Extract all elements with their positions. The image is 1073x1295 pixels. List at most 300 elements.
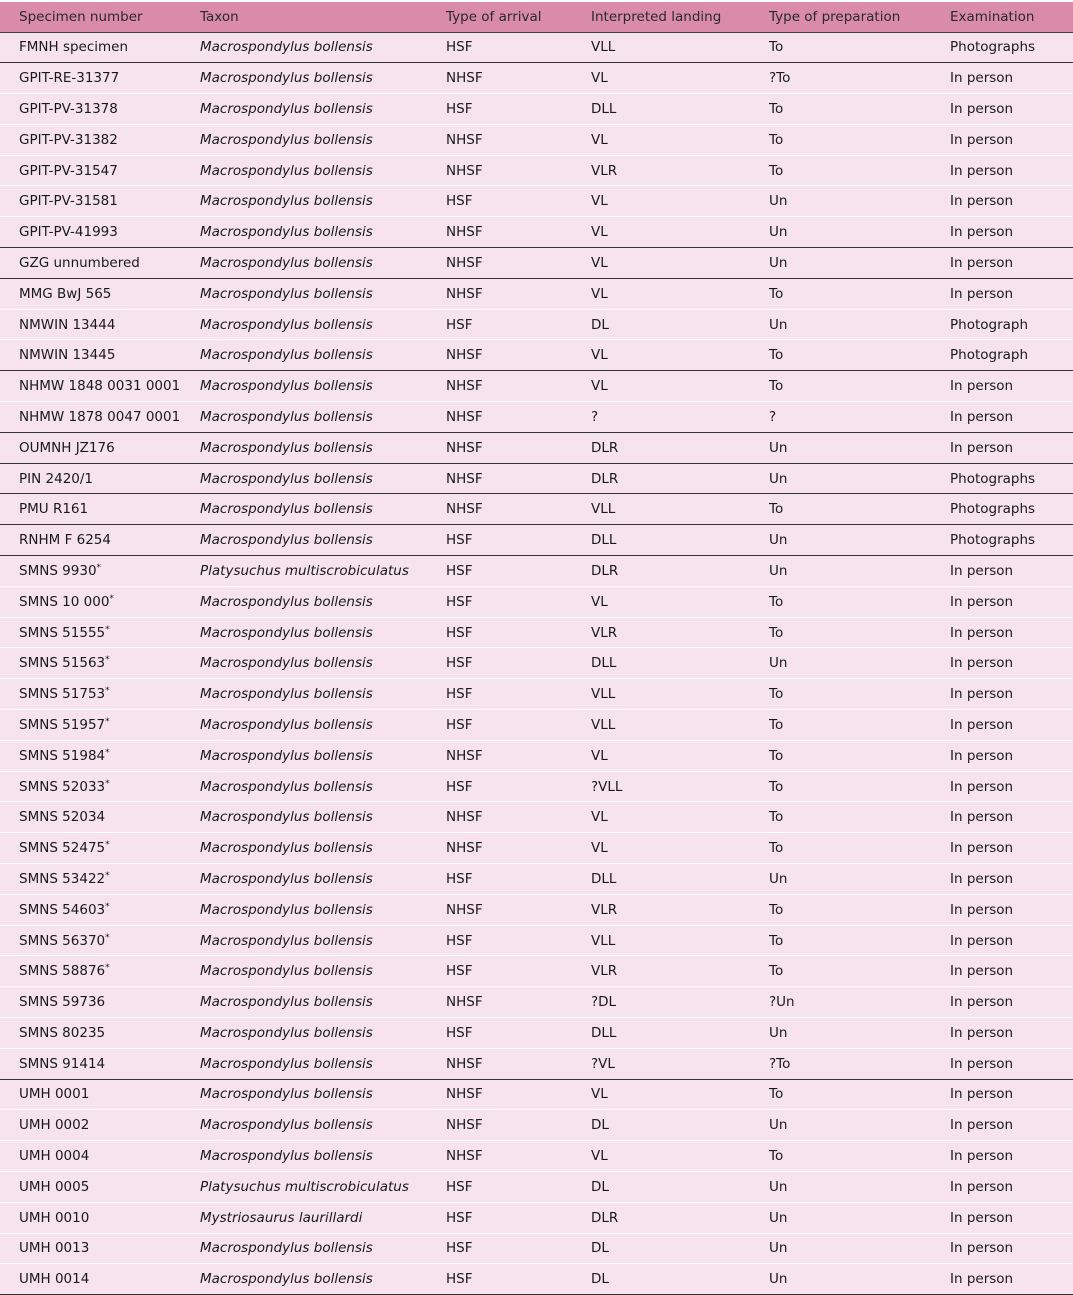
arrival-type-cell-text: HSF	[446, 1271, 473, 1288]
specimen-number-cell-text: SMNS 58876	[19, 963, 106, 980]
interpreted-landing-cell	[591, 278, 769, 309]
preparation-type-cell-text: To	[769, 932, 784, 949]
specimen-number-cell	[0, 710, 200, 741]
interpreted-landing-cell-text: ?VL	[591, 1055, 615, 1072]
taxon-cell	[200, 155, 446, 186]
preparation-type-cell	[769, 802, 950, 833]
examination-cell-text: In person	[950, 686, 1014, 703]
arrival-type-cell	[446, 710, 591, 741]
preparation-type-cell-text: To	[769, 624, 784, 641]
arrival-type-cell	[446, 771, 591, 802]
interpreted-landing-cell-text: ?DL	[591, 994, 617, 1011]
taxon-cell	[200, 771, 446, 802]
interpreted-landing-cell	[591, 155, 769, 186]
interpreted-landing-cell	[591, 124, 769, 155]
header-examination: Examination	[950, 2, 1073, 32]
taxon-cell-text: Macrospondylus bollensis	[200, 532, 373, 549]
specimen-number-cell	[0, 1171, 200, 1202]
preparation-type-cell-text: Un	[769, 1117, 788, 1134]
taxon-cell-text: Macrospondylus bollensis	[200, 901, 373, 918]
examination-cell-text: In person	[950, 224, 1014, 241]
table-body	[0, 32, 1073, 1295]
table-row	[0, 32, 1073, 63]
arrival-type-cell-text: NHSF	[446, 809, 483, 826]
specimen-number-cell-text: GPIT-PV-31581	[19, 193, 118, 210]
preparation-type-cell-text: Un	[769, 224, 788, 241]
interpreted-landing-cell	[591, 371, 769, 402]
examination-cell-text: Photographs	[950, 532, 1036, 549]
preparation-type-cell	[769, 525, 950, 556]
taxon-cell-text: Macrospondylus bollensis	[200, 778, 373, 795]
examination-cell	[950, 864, 1073, 895]
table-row	[0, 648, 1073, 679]
arrival-type-cell-text: HSF	[446, 932, 473, 949]
interpreted-landing-cell	[591, 402, 769, 433]
examination-cell	[950, 1079, 1073, 1110]
arrival-type-cell-text: HSF	[446, 39, 473, 56]
specimen-number-cell-text: NMWIN 13445	[19, 347, 116, 364]
arrival-type-cell-text: NHSF	[446, 224, 483, 241]
taxon-cell-text: Macrospondylus bollensis	[200, 655, 373, 672]
table-row	[0, 1018, 1073, 1049]
specimen-number-cell-text: SMNS 91414	[19, 1055, 106, 1072]
preparation-type-cell-text: To	[769, 778, 784, 795]
preparation-type-cell-text: To	[769, 378, 784, 395]
interpreted-landing-cell-text: DL	[591, 1178, 609, 1195]
header-type-of-arrival: Type of arrival	[446, 2, 591, 32]
interpreted-landing-cell-text: VL	[591, 378, 608, 395]
examination-cell-text: In person	[950, 408, 1014, 425]
interpreted-landing-cell-text: VLL	[591, 39, 616, 56]
taxon-cell-text: Macrospondylus bollensis	[200, 624, 373, 641]
table-row	[0, 710, 1073, 741]
specimen-number-cell-text: GZG unnumbered	[19, 254, 140, 271]
interpreted-landing-cell	[591, 617, 769, 648]
taxon-cell	[200, 278, 446, 309]
specimen-number-cell-text: SMNS 51563	[19, 655, 106, 672]
footnote-asterisk: *	[105, 870, 110, 881]
taxon-cell	[200, 402, 446, 433]
arrival-type-cell-text: NHSF	[446, 840, 483, 857]
examination-cell	[950, 586, 1073, 617]
table-row	[0, 124, 1073, 155]
taxon-cell-text: Macrospondylus bollensis	[200, 70, 373, 87]
preparation-type-cell-text: To	[769, 716, 784, 733]
specimen-number-cell	[0, 987, 200, 1018]
interpreted-landing-cell	[591, 32, 769, 63]
taxon-cell	[200, 679, 446, 710]
arrival-type-cell-text: HSF	[446, 593, 473, 610]
taxon-cell	[200, 1171, 446, 1202]
arrival-type-cell-text: NHSF	[446, 994, 483, 1011]
examination-cell	[950, 987, 1073, 1018]
table-row	[0, 309, 1073, 340]
footnote-asterisk: *	[105, 778, 110, 789]
arrival-type-cell	[446, 340, 591, 371]
specimen-number-cell	[0, 586, 200, 617]
arrival-type-cell	[446, 586, 591, 617]
taxon-cell	[200, 340, 446, 371]
interpreted-landing-cell-text: DL	[591, 1240, 609, 1257]
table-row	[0, 894, 1073, 925]
specimen-number-cell-text: SMNS 9930	[19, 562, 97, 579]
preparation-type-cell	[769, 494, 950, 525]
specimen-number-cell	[0, 124, 200, 155]
preparation-type-cell	[769, 586, 950, 617]
taxon-cell-text: Macrospondylus bollensis	[200, 870, 373, 887]
preparation-type-cell-text: To	[769, 1086, 784, 1103]
examination-cell	[950, 679, 1073, 710]
preparation-type-cell-text: To	[769, 840, 784, 857]
preparation-type-cell	[769, 648, 950, 679]
table-row	[0, 217, 1073, 248]
taxon-cell-text: Platysuchus multiscrobiculatus	[200, 1178, 409, 1195]
table-row	[0, 186, 1073, 217]
arrival-type-cell	[446, 494, 591, 525]
arrival-type-cell-text: HSF	[446, 1240, 473, 1257]
taxon-cell-text: Macrospondylus bollensis	[200, 224, 373, 241]
specimen-number-cell	[0, 894, 200, 925]
arrival-type-cell-text: HSF	[446, 100, 473, 117]
interpreted-landing-cell	[591, 186, 769, 217]
specimen-table	[0, 2, 1073, 1295]
examination-cell-text: In person	[950, 932, 1014, 949]
taxon-cell-text: Macrospondylus bollensis	[200, 994, 373, 1011]
table-row	[0, 1202, 1073, 1233]
specimen-number-cell-text: NHMW 1848 0031 0001	[19, 378, 181, 395]
taxon-cell	[200, 124, 446, 155]
arrival-type-cell	[446, 802, 591, 833]
interpreted-landing-cell-text: VL	[591, 254, 608, 271]
examination-cell-text: In person	[950, 1271, 1014, 1288]
examination-cell	[950, 648, 1073, 679]
examination-cell-text: Photographs	[950, 470, 1036, 487]
taxon-cell	[200, 494, 446, 525]
examination-cell-text: In person	[950, 562, 1014, 579]
preparation-type-cell	[769, 556, 950, 587]
table-row	[0, 463, 1073, 494]
arrival-type-cell	[446, 740, 591, 771]
examination-cell-text: In person	[950, 1117, 1014, 1134]
taxon-cell	[200, 987, 446, 1018]
interpreted-landing-cell-text: VL	[591, 193, 608, 210]
arrival-type-cell-text: HSF	[446, 562, 473, 579]
interpreted-landing-cell-text: VLR	[591, 963, 618, 980]
specimen-number-cell-text: UMH 0010	[19, 1209, 90, 1226]
examination-cell	[950, 525, 1073, 556]
arrival-type-cell	[446, 1264, 591, 1295]
table-row	[0, 864, 1073, 895]
preparation-type-cell-text: To	[769, 39, 784, 56]
interpreted-landing-cell-text: VL	[591, 347, 608, 364]
interpreted-landing-cell	[591, 833, 769, 864]
footnote-asterisk: *	[105, 840, 110, 851]
preparation-type-cell	[769, 987, 950, 1018]
arrival-type-cell-text: NHSF	[446, 1086, 483, 1103]
specimen-number-cell-text: UMH 0004	[19, 1148, 90, 1165]
examination-cell-text: In person	[950, 1148, 1014, 1165]
preparation-type-cell	[769, 463, 950, 494]
table-header	[0, 2, 1073, 32]
arrival-type-cell	[446, 371, 591, 402]
interpreted-landing-cell	[591, 987, 769, 1018]
interpreted-landing-cell	[591, 494, 769, 525]
footnote-asterisk: *	[109, 593, 114, 604]
specimen-number-cell	[0, 63, 200, 94]
preparation-type-cell	[769, 1141, 950, 1172]
specimen-number-cell	[0, 1264, 200, 1295]
preparation-type-cell-text: Un	[769, 316, 788, 333]
preparation-type-cell	[769, 155, 950, 186]
interpreted-landing-cell	[591, 309, 769, 340]
preparation-type-cell	[769, 1202, 950, 1233]
arrival-type-cell-text: NHSF	[446, 378, 483, 395]
table-row	[0, 771, 1073, 802]
table-row	[0, 925, 1073, 956]
arrival-type-cell-text: NHSF	[446, 285, 483, 302]
examination-cell-text: In person	[950, 254, 1014, 271]
examination-cell-text: In person	[950, 994, 1014, 1011]
table-row	[0, 1141, 1073, 1172]
preparation-type-cell-text: Un	[769, 1240, 788, 1257]
specimen-number-cell	[0, 802, 200, 833]
arrival-type-cell-text: HSF	[446, 1209, 473, 1226]
examination-cell	[950, 1171, 1073, 1202]
examination-cell	[950, 1018, 1073, 1049]
table-row	[0, 679, 1073, 710]
taxon-cell-text: Macrospondylus bollensis	[200, 747, 373, 764]
arrival-type-cell	[446, 556, 591, 587]
examination-cell	[950, 1141, 1073, 1172]
table-row	[0, 833, 1073, 864]
interpreted-landing-cell-text: DLL	[591, 100, 617, 117]
arrival-type-cell-text: HSF	[446, 963, 473, 980]
table-row	[0, 802, 1073, 833]
taxon-cell	[200, 432, 446, 463]
specimen-number-cell-text: SMNS 54603	[19, 901, 106, 918]
specimen-number-cell	[0, 1110, 200, 1141]
arrival-type-cell	[446, 925, 591, 956]
interpreted-landing-cell	[591, 463, 769, 494]
specimen-number-cell	[0, 32, 200, 63]
examination-cell	[950, 32, 1073, 63]
taxon-cell	[200, 63, 446, 94]
preparation-type-cell	[769, 925, 950, 956]
interpreted-landing-cell	[591, 894, 769, 925]
arrival-type-cell-text: NHSF	[446, 131, 483, 148]
preparation-type-cell	[769, 1171, 950, 1202]
interpreted-landing-cell-text: VLR	[591, 162, 618, 179]
examination-cell	[950, 63, 1073, 94]
preparation-type-cell	[769, 186, 950, 217]
taxon-cell-text: Macrospondylus bollensis	[200, 470, 373, 487]
interpreted-landing-cell-text: VL	[591, 224, 608, 241]
specimen-number-cell-text: UMH 0005	[19, 1178, 90, 1195]
examination-cell	[950, 894, 1073, 925]
examination-cell-text: In person	[950, 901, 1014, 918]
arrival-type-cell-text: HSF	[446, 870, 473, 887]
specimen-number-cell	[0, 864, 200, 895]
preparation-type-cell	[769, 771, 950, 802]
arrival-type-cell-text: NHSF	[446, 162, 483, 179]
taxon-cell	[200, 710, 446, 741]
interpreted-landing-cell-text: VL	[591, 593, 608, 610]
arrival-type-cell-text: NHSF	[446, 1055, 483, 1072]
arrival-type-cell-text: HSF	[446, 1178, 473, 1195]
taxon-cell	[200, 1048, 446, 1079]
preparation-type-cell	[769, 894, 950, 925]
arrival-type-cell	[446, 833, 591, 864]
taxon-cell	[200, 1264, 446, 1295]
taxon-cell	[200, 371, 446, 402]
examination-cell-text: In person	[950, 624, 1014, 641]
preparation-type-cell-text: To	[769, 686, 784, 703]
examination-cell	[950, 1110, 1073, 1141]
preparation-type-cell-text: To	[769, 131, 784, 148]
preparation-type-cell	[769, 278, 950, 309]
interpreted-landing-cell-text: DL	[591, 316, 609, 333]
preparation-type-cell	[769, 740, 950, 771]
examination-cell	[950, 833, 1073, 864]
examination-cell	[950, 340, 1073, 371]
interpreted-landing-cell	[591, 1264, 769, 1295]
arrival-type-cell-text: NHSF	[446, 470, 483, 487]
preparation-type-cell-text: Un	[769, 870, 788, 887]
specimen-number-cell-text: GPIT-PV-31547	[19, 162, 118, 179]
taxon-cell	[200, 309, 446, 340]
interpreted-landing-cell	[591, 94, 769, 125]
specimen-number-cell-text: SMNS 10 000	[19, 593, 110, 610]
preparation-type-cell-text: ?Un	[769, 994, 795, 1011]
interpreted-landing-cell	[591, 1202, 769, 1233]
examination-cell-text: In person	[950, 593, 1014, 610]
specimen-number-cell	[0, 94, 200, 125]
taxon-cell-text: Macrospondylus bollensis	[200, 39, 373, 56]
examination-cell-text: In person	[950, 162, 1014, 179]
interpreted-landing-cell	[591, 679, 769, 710]
examination-cell-text: In person	[950, 809, 1014, 826]
preparation-type-cell	[769, 63, 950, 94]
specimen-number-cell	[0, 956, 200, 987]
taxon-cell	[200, 248, 446, 279]
specimen-number-cell-text: RNHM F 6254	[19, 532, 111, 549]
examination-cell-text: In person	[950, 439, 1014, 456]
table-row	[0, 371, 1073, 402]
taxon-cell	[200, 833, 446, 864]
specimen-number-cell-text: SMNS 51753	[19, 686, 106, 703]
arrival-type-cell	[446, 648, 591, 679]
preparation-type-cell-text: To	[769, 1148, 784, 1165]
arrival-type-cell-text: NHSF	[446, 347, 483, 364]
table-row	[0, 987, 1073, 1018]
examination-cell	[950, 1202, 1073, 1233]
taxon-cell	[200, 1141, 446, 1172]
interpreted-landing-cell-text: VLR	[591, 901, 618, 918]
examination-cell	[950, 432, 1073, 463]
preparation-type-cell-text: ?To	[769, 70, 791, 87]
taxon-cell	[200, 617, 446, 648]
interpreted-landing-cell	[591, 1171, 769, 1202]
interpreted-landing-cell	[591, 1141, 769, 1172]
taxon-cell	[200, 94, 446, 125]
examination-cell	[950, 956, 1073, 987]
taxon-cell	[200, 217, 446, 248]
taxon-cell	[200, 1018, 446, 1049]
taxon-cell-text: Mystriosaurus laurillardi	[200, 1209, 363, 1226]
examination-cell-text: In person	[950, 100, 1014, 117]
preparation-type-cell-text: To	[769, 501, 784, 518]
arrival-type-cell	[446, 94, 591, 125]
preparation-type-cell	[769, 679, 950, 710]
arrival-type-cell-text: NHSF	[446, 254, 483, 271]
footnote-asterisk: *	[105, 686, 110, 697]
taxon-cell-text: Macrospondylus bollensis	[200, 1271, 373, 1288]
examination-cell-text: Photographs	[950, 39, 1036, 56]
table-row	[0, 278, 1073, 309]
arrival-type-cell-text: NHSF	[446, 439, 483, 456]
taxon-cell-text: Macrospondylus bollensis	[200, 593, 373, 610]
header-type-of-preparation: Type of preparation	[769, 2, 950, 32]
interpreted-landing-cell	[591, 802, 769, 833]
arrival-type-cell	[446, 432, 591, 463]
footnote-asterisk: *	[105, 747, 110, 758]
specimen-number-cell	[0, 1018, 200, 1049]
specimen-number-cell	[0, 402, 200, 433]
arrival-type-cell	[446, 278, 591, 309]
preparation-type-cell	[769, 1079, 950, 1110]
footnote-asterisk: *	[105, 716, 110, 727]
interpreted-landing-cell	[591, 956, 769, 987]
examination-cell	[950, 1048, 1073, 1079]
taxon-cell	[200, 1079, 446, 1110]
preparation-type-cell-text: To	[769, 285, 784, 302]
taxon-cell	[200, 956, 446, 987]
arrival-type-cell	[446, 679, 591, 710]
arrival-type-cell	[446, 1233, 591, 1264]
specimen-number-cell	[0, 186, 200, 217]
examination-cell-text: In person	[950, 963, 1014, 980]
arrival-type-cell-text: NHSF	[446, 501, 483, 518]
specimen-number-cell	[0, 1202, 200, 1233]
preparation-type-cell	[769, 248, 950, 279]
taxon-cell-text: Macrospondylus bollensis	[200, 285, 373, 302]
interpreted-landing-cell-text: VLL	[591, 716, 616, 733]
examination-cell	[950, 371, 1073, 402]
examination-cell	[950, 217, 1073, 248]
preparation-type-cell-text: Un	[769, 193, 788, 210]
preparation-type-cell-text: ?To	[769, 1055, 791, 1072]
interpreted-landing-cell	[591, 217, 769, 248]
interpreted-landing-cell	[591, 1018, 769, 1049]
header-taxon: Taxon	[200, 2, 446, 32]
taxon-cell-text: Macrospondylus bollensis	[200, 254, 373, 271]
specimen-number-cell-text: SMNS 56370	[19, 932, 106, 949]
table-row	[0, 155, 1073, 186]
table-row	[0, 494, 1073, 525]
footnote-asterisk: *	[105, 624, 110, 635]
arrival-type-cell	[446, 63, 591, 94]
interpreted-landing-cell-text: VL	[591, 1086, 608, 1103]
specimen-number-cell	[0, 617, 200, 648]
examination-cell	[950, 309, 1073, 340]
examination-cell-text: In person	[950, 655, 1014, 672]
interpreted-landing-cell	[591, 1048, 769, 1079]
taxon-cell-text: Macrospondylus bollensis	[200, 316, 373, 333]
table-row	[0, 63, 1073, 94]
specimen-number-cell-text: PMU R161	[19, 501, 89, 518]
arrival-type-cell-text: NHSF	[446, 901, 483, 918]
specimen-number-cell-text: UMH 0001	[19, 1086, 90, 1103]
